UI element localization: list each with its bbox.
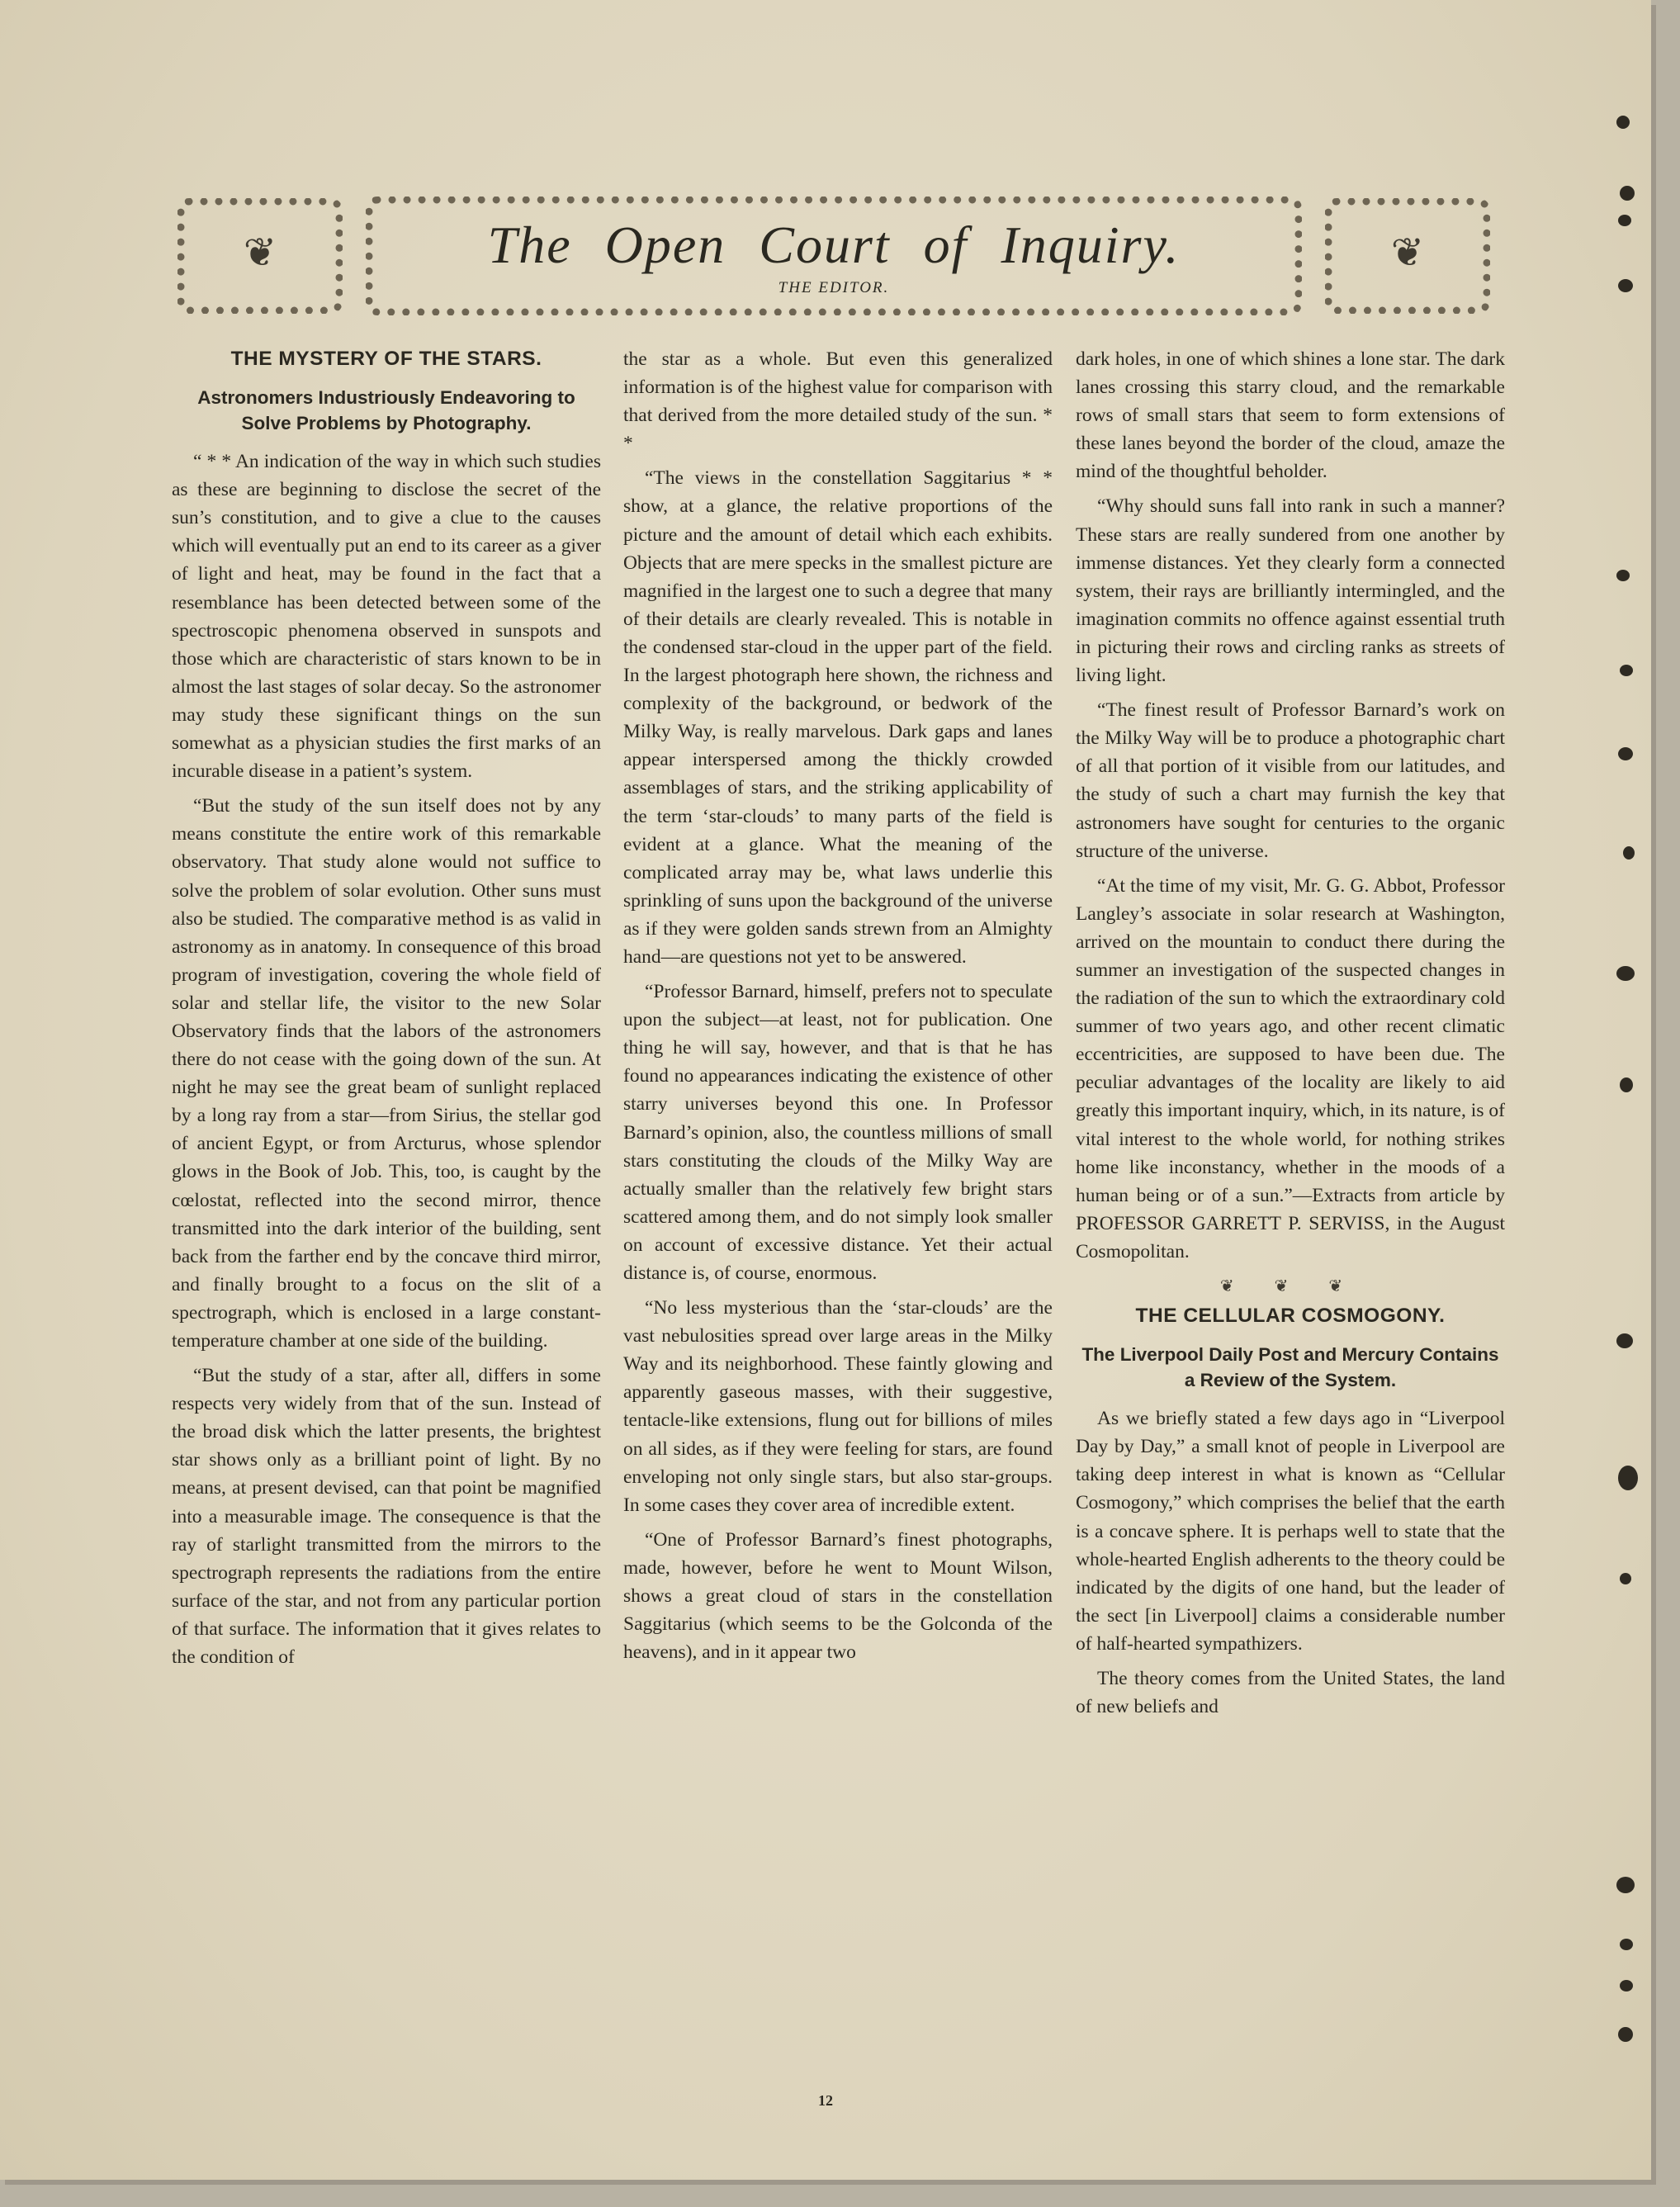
binding-mark xyxy=(1620,665,1633,676)
column-1 xyxy=(172,345,601,1678)
binding-mark xyxy=(1616,1877,1635,1893)
binding-mark xyxy=(1620,186,1635,201)
paragraph: “At the time of my visit, Mr. G. G. Abbot, Professor Langley’s associate in solar research at Washington, arrived on the mountain to conduct there during the summer an investigation of the suspected changes in the radiation of the sun to which the extraordinary cold summer of two years ago, and other recent climatic eccentricities, are supposed to have been due. The peculiar advantages of the locality are likely to aid greatly this important inquiry, which, in its nature, is of vital interest to the whole world, for nothing strikes home like inconstancy, whether in the moods of a human being or of a sun.”—Extracts from article by PROFESSOR GARRETT P. SERVISS, in the August Cosmopolitan. xyxy=(1076,874,1505,1262)
page-number: 12 xyxy=(818,2092,833,2109)
paragraph: “ * * An indication of the way in which such studies as these are beginning to disclose the secret of the sun’s constitution, and to give a clue to the causes which will eventually put an end to its career as a giver of light and heat, may be found in the fact that a resemblance has been detected between some of the spectroscopic phenomena observed in sunspots and those which are characteristic of stars known to be in almost the last stages of solar decay. So the astronomer may study these significant things on the sun somewhat as a physician studies the first marks of an incurable disease in a patient’s system. xyxy=(172,451,601,783)
paragraph: dark holes, in one of which shines a lone star. The dark lanes crossing this starry cloud, and the remarkable rows of small stars that seem to form extensions of these lanes beyond the border of the cloud, amaze the mind of the thoughtful beholder. xyxy=(1076,348,1505,483)
paragraph: The theory comes from the United States, the land of new beliefs and xyxy=(1076,1668,1505,1718)
fleuron-icon: ❦ xyxy=(243,230,277,276)
binding-mark xyxy=(1616,1333,1633,1348)
binding-mark xyxy=(1616,570,1630,581)
paragraph: “Professor Barnard, himself, prefers not to speculate upon the subject—at least, not for publication. One thing he will say, however, and that is that he has found no appearances indicating the existence of other starry universes beyond this one. In Professor Barnard’s opinion, also, the countless millions of small stars constituting the clouds of the Milky Way are actually smaller than the relatively few bright stars scattered among them, and do not simply look smaller on account of excessive distance. Yet their actual distance is, of course, enormous. xyxy=(623,981,1053,1284)
header-banner xyxy=(177,197,1490,319)
paragraph: As we briefly stated a few days ago in “Liverpool Day by Day,” a small knot of people in Liverpool are taking deep interest in what is known as “Cellular Cosmogony,” which comprises the belief that the earth is a concave sphere. It is perhaps well to state that the whole-hearted English adherents to the theory could be indicated by the digits of one hand, but the leader of the sect [in Liverpool] claims a considerable number of half-hearted sympathizers. xyxy=(1076,1408,1505,1655)
section-divider-ornaments: ❦ ❦ ❦ xyxy=(1219,1277,1361,1295)
column-2 xyxy=(623,345,1053,1673)
binding-mark xyxy=(1618,747,1633,760)
paragraph: “The finest result of Professor Barnard’s work on the Milky Way will be to produce a photographic chart of all that portion of it visible from our latitudes, and the study of such a chart may furnish the key that astronomers have sought for centuries to the organic structure of the universe. xyxy=(1076,699,1505,862)
article-subheading: Astronomers Industriously Endeavoring to Solve Problems by Photography. xyxy=(197,387,575,434)
article-heading: THE MYSTERY OF THE STARS. xyxy=(230,348,542,370)
column-3 xyxy=(1076,345,1505,1727)
paragraph: “But the study of the sun itself does not by any means constitute the entire work of this remarkable observatory. That study alone would not suffice to solve the problem of solar evolution. Other suns must also be studied. The comparative method is as valid in astronomy as in anatomy. In consequence of this broad program of investigation, covering the whole field of solar and stellar life, the visitor to the new Solar Observatory finds that the labors of the astronomers there do not cease with the going down of the sun. At night he may see the great beam of sunlight replaced by a long ray from a star—from Sirius, the stellar god of ancient Egypt, or from Arcturus, whose splendor glows in the Book of Job. This, too, is caught by the cœlostat, reflected into the second mirror, thence transmitted into the dark interior of the building, sent back from the farther end by the concave third mirror, and finally brought to a focus on the slit of a spectrograph, which is enclosed in a large constant-temperature chamber at one side of the building. xyxy=(172,795,601,1352)
binding-mark xyxy=(1618,215,1631,226)
fleuron-icon: ❦ xyxy=(1390,230,1425,276)
binding-mark xyxy=(1623,846,1635,860)
article-subheading: The Liverpool Daily Post and Mercury Contains a Review of the System. xyxy=(1081,1344,1499,1391)
editor-credit: THE EDITOR. xyxy=(778,279,890,296)
paragraph: the star as a whole. But even this generalized information is of the highest value for comparison with that derived from the more detailed study of the sun. * * xyxy=(623,348,1053,455)
binding-mark xyxy=(1618,1466,1638,1490)
page-title: The Open Court of Inquiry. xyxy=(487,215,1181,274)
article-heading: THE CELLULAR COSMOGONY. xyxy=(1135,1305,1446,1328)
binding-mark xyxy=(1620,1980,1633,1992)
binding-mark xyxy=(1620,1573,1631,1584)
paragraph: “But the study of a star, after all, differs in some respects very widely from that of the sun. Instead of the broad disk which the latter presents, the brightest star shows only as a brilliant point of light. By no means, at present devised, can that point be magnified into a measurable image. The consequence is that the ray of starlight transmitted from the mirrors to the spectrograph represents the radiations from the entire surface of the star, and not from any particular portion of that surface. The information that it gives relates to the condition of xyxy=(172,1365,601,1669)
paragraph: “Why should suns fall into rank in such a manner? These stars are really sundered from one another by immense distances. Yet they clearly form a connected system, their rays are brilliantly intermingled, and the imagination commits no offence against essential truth in picturing their rows and circling ranks as streets of living light. xyxy=(1076,495,1505,687)
binding-mark xyxy=(1620,1077,1633,1092)
paragraph: “No less mysterious than the ‘star-clouds’ are the vast nebulosities spread over large areas in the Milky Way and its neighborhood. These faintly glowing and apparently gaseous masses, with their suggestive, tentacle-like extensions, flung out for billions of miles on all sides, as if they were feeling for stars, are found enveloping not only single stars, but also star-groups. In some cases they cover area of incredible extent. xyxy=(623,1297,1053,1516)
paragraph: “One of Professor Barnard’s finest photographs, made, however, before he went to Mount Wilson, shows a great cloud of stars in the constellation Saggitarius (which seems to be the Golconda of the heavens), and in it appear two xyxy=(623,1528,1053,1664)
binding-mark xyxy=(1620,1939,1633,1950)
binding-mark xyxy=(1616,966,1635,981)
binding-mark xyxy=(1618,279,1633,292)
binding-mark xyxy=(1618,2027,1633,2042)
paragraph: “The views in the constellation Saggitarius * * show, at a glance, the relative proportions of the picture and the amount of detail which each exhibits. Objects that are mere specks in the smallest picture are magnified in the largest one to such a degree that many of their details are clearly revealed. This is notable in the condensed star-cloud in the upper part of the field. In the largest photograph here shown, the richness and complexity of the background, or bedwork of the Milky Way, is really marvelous. Dark gaps and lanes appear interspersed among the thickly crowded assemblages of stars, and the striking applicability of the term ‘star-clouds’ to many parts of the field is evident at a glance. What the meaning of the complicated array may be, what laws underlie this sprinkling of suns upon the background of the universe as if they were golden sands strewn from an Almighty hand—are questions not yet to be answered. xyxy=(623,467,1053,968)
binding-mark xyxy=(1616,116,1630,129)
